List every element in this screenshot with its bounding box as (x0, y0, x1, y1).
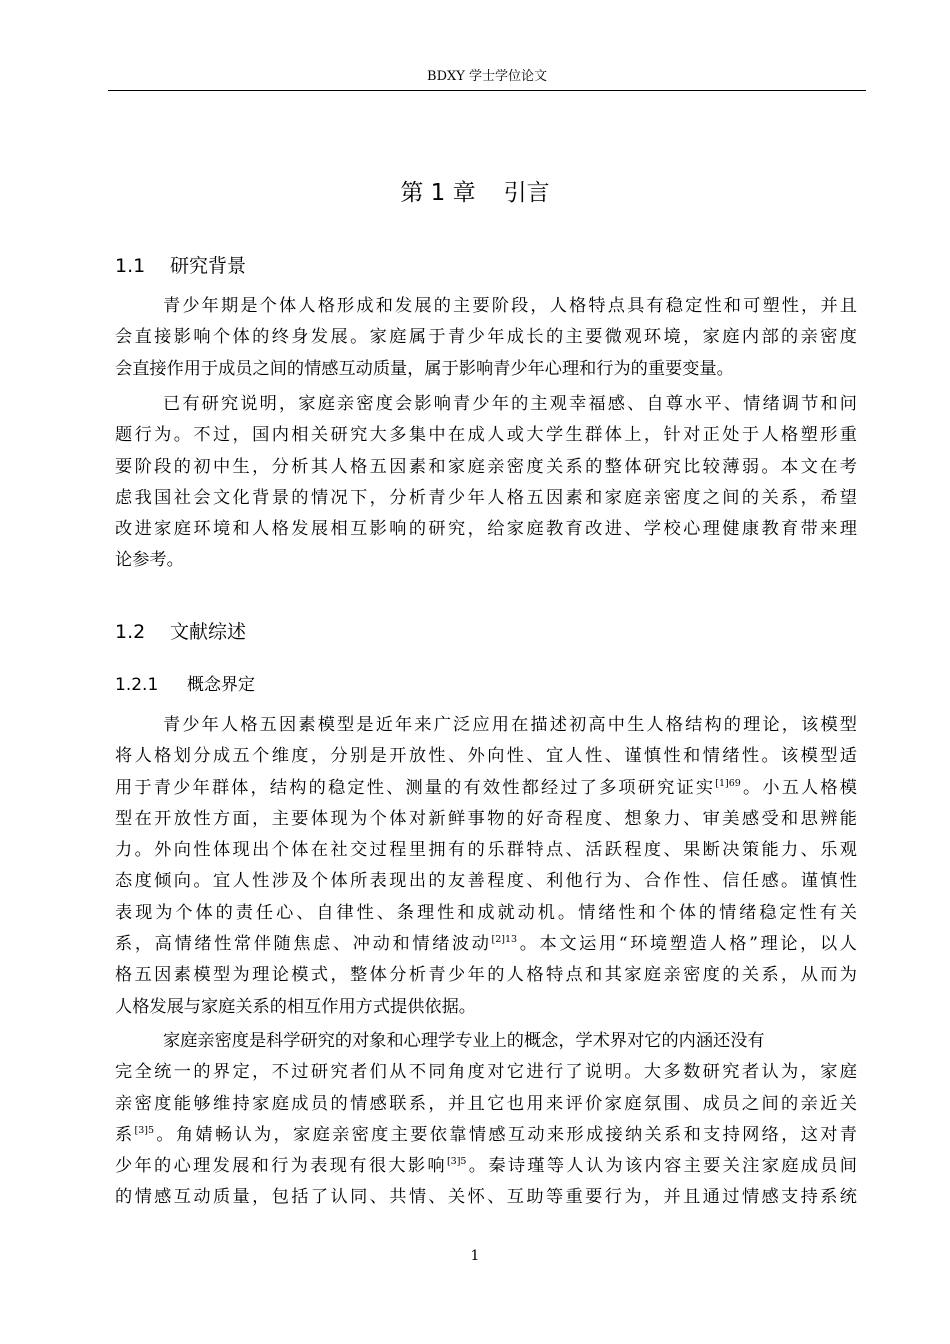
paragraph-2 (115, 389, 857, 577)
section-number: 1.2 (115, 621, 146, 643)
text-line: 表现为个体的责任心、自律性、条理性和成就动机。情绪性和个体的情绪稳定性有关 (115, 902, 857, 923)
chapter-number: 第 1 章 (400, 180, 476, 206)
text-line: 论参考。 (115, 550, 184, 571)
page-header (108, 66, 866, 91)
text-line: 型在开放性方面，主要体现为个体对新鲜事物的好奇程度、想象力、审美感受和思辨能 (115, 808, 857, 829)
subsection-title: 概念界定 (187, 675, 255, 695)
text-segment: 。秦诗瑾等人认为该内容主要关注家庭成员间 (466, 1156, 857, 1177)
subsection-number: 1.2.1 (115, 675, 159, 695)
text-line (115, 773, 857, 804)
citation-ref: [1]69 (715, 777, 741, 789)
citation-ref: [2]13 (491, 934, 518, 946)
text-line: 青少年人格五因素模型是近年来广泛应用在描述初高中生人格结构的理论，该模型 (163, 715, 857, 735)
section-title: 文献综述 (170, 621, 247, 643)
chapter-name: 引言 (503, 180, 550, 206)
text-line: 完全统一的界定，不过研究者们从不同角度对它进行了说明。大多数研究者认为，家庭 (115, 1062, 857, 1083)
text-segment: 系 (115, 1124, 135, 1145)
paragraph-3 (115, 710, 857, 1023)
text-line: 已有研究说明，家庭亲密度会影响青少年的主观幸福感、自尊水平、情绪调节和问 (163, 394, 857, 414)
text-segment: 。角婧畅认为，家庭亲密度主要依靠情感互动来形成接纳关系和支持网络，这对青 (154, 1124, 857, 1145)
section-title: 研究背景 (170, 255, 247, 277)
text-line: 虑我国社会文化背景的情况下，分析青少年人格五因素和家庭亲密度之间的关系，希望 (115, 487, 857, 508)
text-segment: 少年的心理发展和行为表现有很大影响 (115, 1156, 447, 1177)
text-line: 会直接影响个体的终身发展。家庭属于青少年成长的主要微观环境，家庭内部的亲密度 (115, 327, 857, 348)
text-line: 人格发展与家庭关系的相互作用方式提供依据。 (115, 996, 476, 1017)
text-line: 格五因素模型为理论模式，整体分析青少年的人格特点和其家庭亲密度的关系，从而为 (115, 965, 857, 986)
text-line: 力。外向性体现出个体在社交过程里拥有的乐群特点、活跃程度、果断决策能力、乐观 (115, 840, 857, 861)
page-number: 1 (470, 1248, 480, 1264)
text-line: 家庭亲密度是科学研究的对象和心理学专业上的概念，学术界对它的内涵还没有 (163, 1031, 765, 1051)
text-line: 改进家庭环境和人格发展相互影响的研究，给家庭教育改进、学校心理健康教育带来理 (115, 519, 857, 540)
text-line: 题行为。不过，国内相关研究大多集中在成人或大学生群体上，针对正处于人格塑形重 (115, 425, 857, 446)
text-segment: 。小五人格模 (740, 777, 857, 798)
text-line: 将人格划分成五个维度，分别是开放性、外向性、宜人性、谨慎性和情绪性。该模型适 (115, 746, 857, 767)
chapter-title (0, 176, 950, 210)
text-line: 青少年期是个体人格形成和发展的主要阶段，人格特点具有稳定性和可塑性，并且 (163, 296, 857, 316)
text-segment: 。本文运用“环境塑造人格”理论，以人 (517, 934, 857, 955)
text-line (115, 929, 857, 960)
subsection-heading-1-2-1 (115, 672, 255, 698)
header-text: BDXY 学士学位论文 (427, 69, 547, 84)
section-number: 1.1 (115, 255, 146, 277)
text-segment: 用于青少年群体，结构的稳定性、测量的有效性都经过了多项研究证实 (115, 777, 716, 798)
text-segment: 系，高情绪性常伴随焦虑、冲动和情绪波动 (115, 934, 492, 955)
section-heading-1-1 (115, 252, 246, 280)
text-line (115, 1120, 857, 1151)
text-line (115, 1151, 857, 1182)
paragraph-4 (115, 1026, 857, 1214)
text-line: 态度倾向。宜人性涉及个体所表现出的友善程度、利他行为、合作性、信任感。谨慎性 (115, 871, 857, 892)
text-line: 会直接作用于成员之间的情感互动质量，属于影响青少年心理和行为的重要变量。 (115, 358, 734, 379)
text-line: 亲密度能够维持家庭成员的情感联系，并且它也用来评价家庭氛围、成员之间的亲近关 (115, 1093, 857, 1114)
paragraph-1 (115, 291, 857, 385)
text-line: 要阶段的初中生，分析其人格五因素和家庭亲密度关系的整体研究比较薄弱。本文在考 (115, 456, 857, 477)
text-line: 的情感互动质量，包括了认同、共情、关怀、互助等重要行为，并且通过情感支持系统 (115, 1187, 857, 1208)
citation-ref: [3]5 (446, 1156, 467, 1168)
citation-ref: [3]5 (134, 1124, 155, 1136)
section-heading-1-2 (115, 618, 246, 646)
